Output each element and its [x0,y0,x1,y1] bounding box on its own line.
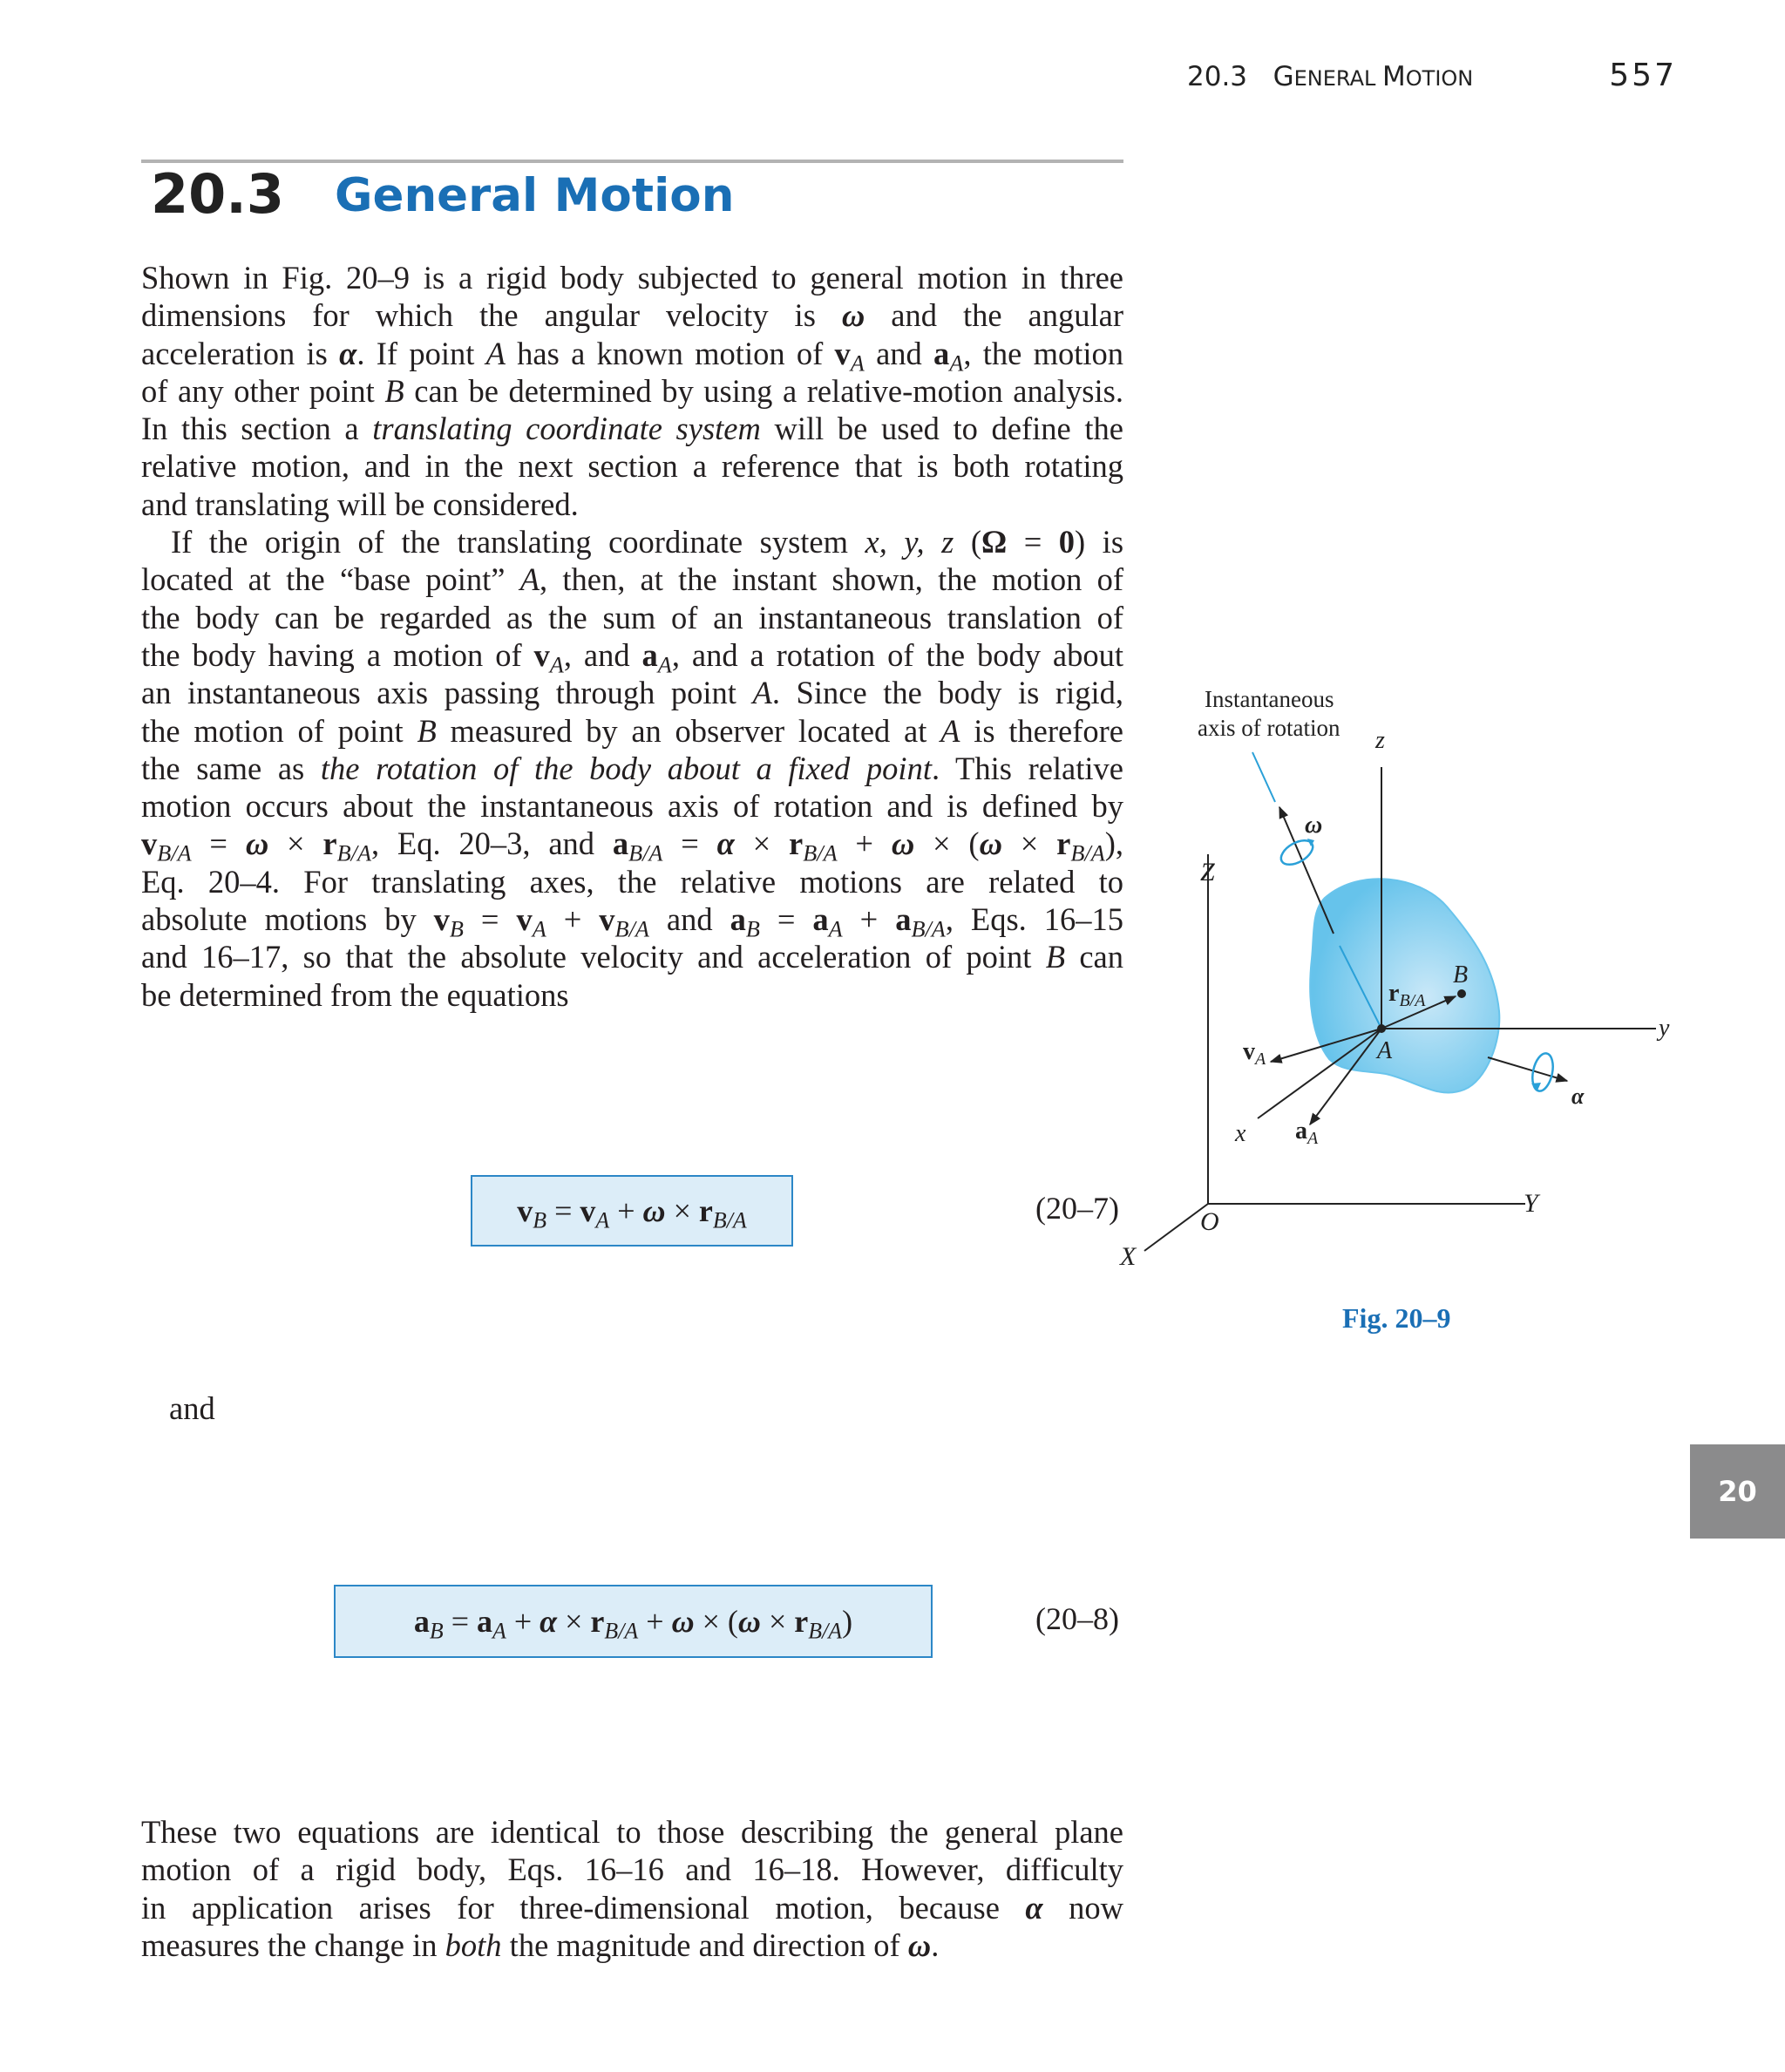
label-global-x: X [1120,1242,1137,1271]
label-va [1243,1038,1266,1069]
equation-number: (20–8) [1035,1601,1119,1636]
label-va-sub: A [1255,1050,1266,1069]
label-aa [1295,1118,1319,1148]
label-aa-sub: A [1307,1129,1319,1148]
alpha-vector [1488,1057,1567,1081]
label-aa-main: a [1295,1118,1307,1145]
figure-caption: Fig. 20–9 [1342,1302,1451,1334]
label-r-sub: B/A [1399,991,1426,1010]
figure-20-9 [1120,662,1700,1360]
section-title: General Motion [335,169,735,222]
body-paragraph: Shown in Fig. 20–9 is a rigid body subjected to general motion in three dimensions for which the angular velocity is ω and the angular acceleration is α. If point A has a known motion of $v_A$ and $a_A$, the motion of any other point B can be determined by using a relative-motion analysis. In this section a translating coordinate system will be used to define the relative motion, and in the next section a reference that is both rotating and translating will be considered. If the origin of the translating coordinate system x, y, z (Ω = 0) is located at the “base point” A, then, at the instant shown, the motion of the body can be regarded as the sum of an instantaneous translation of the body having a motion of $v_A$, and $a_A$, and a rotation of the body about an instantaneous axis passing through point A. Since the body is rigid, the motion of point B measured by an observer located at A is therefore the same as the rotation of the body about a fixed point. This relative motion occurs about the instantaneous axis of rotation and is defined by $v_{B/A} = \omega \times r_{B/A}$, Eq. 20–3, and $a_{B/A} = \alpha \times r_{B/A} + \omega \times (\omega \times r_{B/A})$, Eq. 20–4. For translating axes, the relative motions are related to absolute motions by $v_B = v_A + v_{B/A}$ and $a_B = a_A + a_{B/A}$, Eqs. 16–15 and 16–17, so that the absolute velocity and acceleration of point B can be determined from the equations [141,260,1124,1013]
running-head-title-letter: M [1382,61,1406,92]
label-origin-o: O [1200,1207,1219,1236]
equation-20-8 [334,1585,933,1658]
equation-20-7-content: $v_B = v_A + \omega \times r_{B/A}$ [517,1193,747,1233]
page-number: 557 [1609,58,1677,93]
label-r-main: r [1388,980,1400,1007]
equation-number: (20–7) [1035,1191,1119,1226]
chapter-tab: 20 [1690,1444,1785,1539]
connector-text: and [169,1390,215,1426]
instantaneous-axis-line [1252,752,1275,802]
running-head-section-number: 20.3 [1187,61,1248,92]
label-alpha: α [1571,1084,1585,1109]
label-global-z: Z [1200,858,1215,887]
label-omega: ω [1305,812,1323,839]
label-axis-of-rotation: axis of rotation [1198,715,1340,741]
label-global-y: Y [1524,1189,1538,1218]
running-head-title-part: ENERAL [1293,66,1383,91]
label-va-main: v [1243,1038,1255,1065]
running-head-title-part: OTION [1405,66,1474,91]
section-number: 20.3 [151,162,284,226]
alpha-rotation-icon [1530,1051,1557,1093]
label-local-y: y [1659,1015,1670,1042]
label-point-a: A [1377,1037,1393,1064]
global-x-axis [1144,1204,1208,1251]
label-instantaneous: Instantaneous [1205,686,1334,712]
running-head-title-letter: G [1273,61,1294,92]
label-local-x: x [1235,1120,1246,1147]
running-head [1187,61,1473,92]
section-rule [141,160,1123,163]
label-point-b: B [1453,961,1469,988]
point-b-dot [1457,989,1466,998]
equation-20-8-content: $a_B = a_A + \alpha \times r_{B/A} + \omega \times (\omega \times r_{B/A})$ [413,1604,853,1644]
label-local-z: z [1375,727,1385,754]
body-paragraph: These two equations are identical to those describing the general plane motion of a rigid body, Eqs. 16–16 and 16–18. However, difficulty in application arises for three-dimensional motion, because α now measures the change in both the magnitude and direction of ω. [141,1814,1124,1963]
equation-20-7 [471,1175,793,1247]
